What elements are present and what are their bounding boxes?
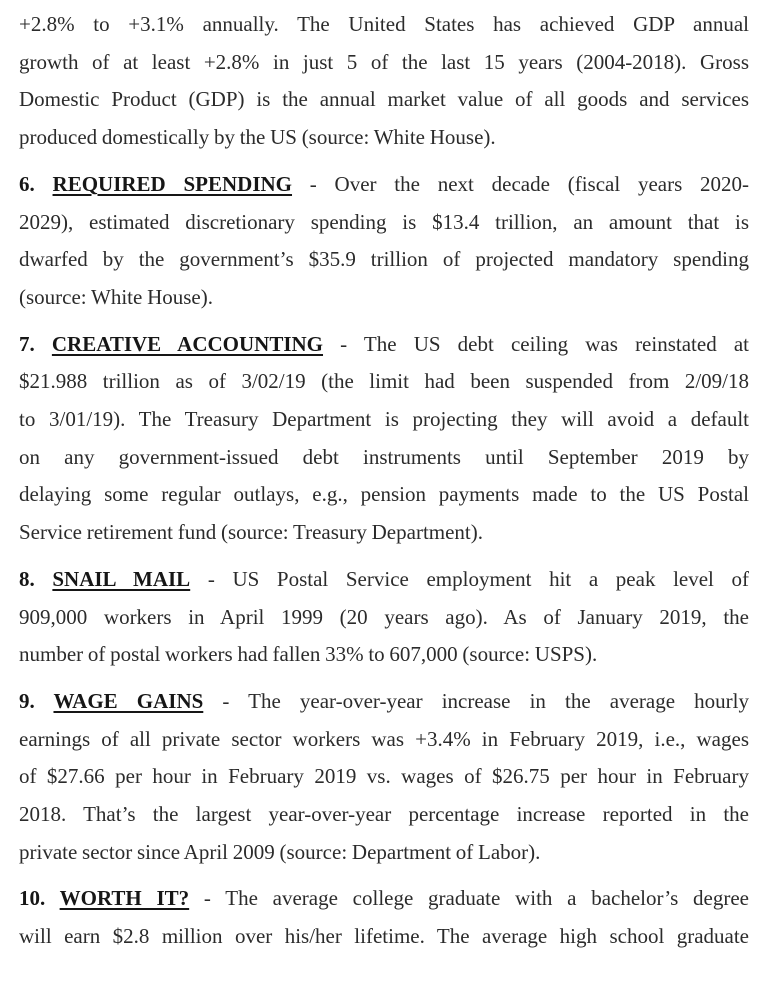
text-line <box>19 514 749 552</box>
line-text: - US Postal Service employment hit a peak level of <box>190 566 749 591</box>
text-line <box>19 166 749 204</box>
text-line <box>19 683 749 721</box>
text-line <box>19 363 749 401</box>
section-paragraph <box>19 880 749 955</box>
section-number: 6. <box>19 171 53 196</box>
section-title: CREATIVE ACCOUNTING <box>51 331 324 356</box>
line-text: of $27.66 per hour in February 2019 vs. wages of $26.75 per hour in February <box>19 764 749 789</box>
line-text: Domestic Product (GDP) is the annual market value of all goods and services <box>19 87 749 112</box>
text-line <box>19 279 749 317</box>
line-text: - The US debt ceiling was reinstated at <box>323 331 749 356</box>
text-line <box>19 880 749 918</box>
line-text: - The year-over-year increase in the average hourly <box>203 688 750 713</box>
section-number: 10. <box>19 886 60 911</box>
line-text: on any government-issued debt instruments until September 2019 by <box>19 444 749 469</box>
line-text: private sector since April 2009 (source: Department of Labor). <box>19 839 541 864</box>
text-line <box>19 326 749 364</box>
section-title: REQUIRED SPENDING <box>52 171 293 196</box>
text-line <box>19 834 749 872</box>
text-line <box>19 6 749 44</box>
line-text: Service retirement fund (source: Treasury Department). <box>19 520 484 545</box>
text-line <box>19 758 749 796</box>
text-line <box>19 439 749 477</box>
text-line <box>19 796 749 834</box>
section-paragraph <box>19 166 749 317</box>
text-line <box>19 918 749 956</box>
line-text: delaying some regular outlays, e.g., pension payments made to the US Postal <box>19 482 749 507</box>
line-text: +2.8% to +3.1% annually. The United States has achieved GDP annual <box>19 12 749 36</box>
line-text: to 3/01/19). The Treasury Department is projecting they will avoid a default <box>19 407 749 432</box>
section-number: 9. <box>19 688 54 713</box>
document-body <box>19 6 749 956</box>
line-text: 909,000 workers in April 1999 (20 years ago). As of January 2019, the <box>19 604 749 629</box>
text-line <box>19 636 749 674</box>
section-title: WAGE GAINS <box>53 688 204 713</box>
section-number: 7. <box>19 331 52 356</box>
line-text: 2018. That’s the largest year-over-year percentage increase reported in the <box>19 802 749 827</box>
section-paragraph <box>19 326 749 552</box>
text-line <box>19 401 749 439</box>
line-text: growth of at least +2.8% in just 5 of the last 15 years (2004-2018). Gross <box>19 49 749 74</box>
line-text: produced domestically by the US (source: White House). <box>19 125 496 150</box>
text-line <box>19 119 749 157</box>
line-text: number of postal workers had fallen 33% to 607,000 (source: USPS). <box>19 642 598 667</box>
line-text: earnings of all private sector workers was +3.4% in February 2019, i.e., wages <box>19 726 749 751</box>
section-title: SNAIL MAIL <box>52 566 191 591</box>
section-title: WORTH IT? <box>59 886 190 911</box>
text-line <box>19 81 749 119</box>
text-line <box>19 721 749 759</box>
line-text: (source: White House). <box>19 284 213 309</box>
line-text: - Over the next decade (fiscal years 2020- <box>292 171 750 196</box>
text-line <box>19 241 749 279</box>
line-text: will earn $2.8 million over his/her lifetime. The average high school graduate <box>19 924 749 949</box>
line-text: 2029), estimated discretionary spending is $13.4 trillion, an amount that is <box>19 209 749 234</box>
text-line <box>19 204 749 242</box>
line-text: dwarfed by the government’s $35.9 trillion of projected mandatory spending <box>19 247 749 272</box>
line-text: $21.988 trillion as of 3/02/19 (the limit had been suspended from 2/09/18 <box>19 369 749 394</box>
text-line <box>19 476 749 514</box>
section-number: 8. <box>19 566 53 591</box>
text-line <box>19 44 749 82</box>
body-paragraph <box>19 6 749 157</box>
section-paragraph <box>19 561 749 674</box>
text-line <box>19 599 749 637</box>
section-paragraph <box>19 683 749 872</box>
line-text: - The average college graduate with a bachelor’s degree <box>189 886 749 911</box>
text-line <box>19 561 749 599</box>
